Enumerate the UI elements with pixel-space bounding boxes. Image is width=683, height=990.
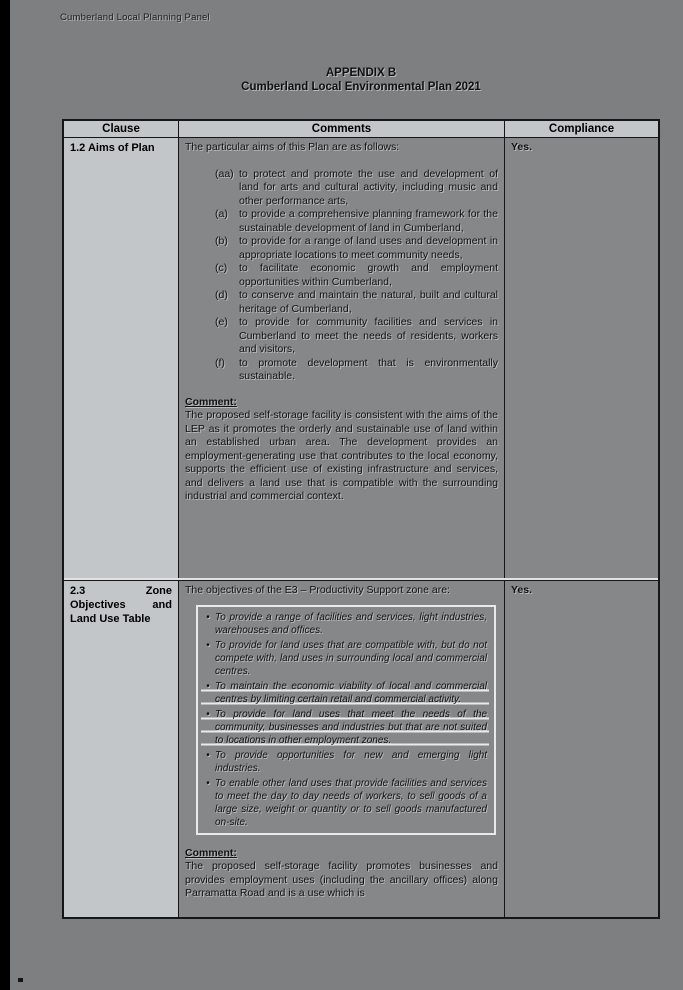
aim-item [215, 262, 498, 289]
bullet-icon: • [206, 777, 210, 789]
comment-text-aims: The proposed self-storage facility is consistent with the aims of the LEP as it promotes the orderly and sustainable use of land within an established urban area. The development provides an employment-generating use that contributes to the local economy, supports the efficient use of existing infrastructure and services, and delivers a land use that is compatible with the surrounding industrial and commercial context. [185, 409, 498, 502]
column-header-compliance: Compliance [504, 121, 658, 137]
clause-label: 1.2 Aims of Plan [70, 142, 155, 154]
comment-heading: Comment: [185, 395, 237, 408]
document-header-text: Cumberland Local Planning Panel [60, 12, 210, 23]
aim-text: to facilitate economic growth and employment opportunities within Cumberland, [239, 262, 498, 288]
objective-item [201, 679, 489, 707]
aim-label: (c) [215, 262, 228, 274]
clause-label: 2.3 Zone Objectives and Land Use Table [70, 585, 172, 625]
objective-text: To provide for land uses that are compatible with, but do not compete with, land uses in surrounding local and commercial centres. [215, 639, 487, 677]
aims-intro: The particular aims of this Plan are as follows: [185, 141, 400, 153]
objective-text: To enable other land uses that provide facilities and services to meet the day to day needs of workers, to sell goods of a large size, weight or quantity or to sell goods manufactured on-site. [215, 777, 487, 828]
objective-text: To provide for land uses that meet the needs of the community, businesses and industries but that are not suited to locations in other employment zones. [215, 708, 487, 746]
objective-item [201, 638, 489, 679]
table-row-aims-of-plan [64, 138, 658, 580]
aims-list [215, 168, 498, 384]
compliance-value: Yes. [511, 141, 533, 153]
comment-text-zone: The proposed self-storage facility promotes businesses and provides employment uses (including the ancillary offices) along Parramatta Road and is a use which is [185, 860, 498, 899]
aim-label: (d) [215, 289, 228, 301]
bullet-icon: • [206, 639, 210, 651]
zone-objectives-intro: The objectives of the E3 – Productivity Support zone are: [185, 584, 450, 596]
aim-label: (b) [215, 235, 228, 247]
compliance-cell-aims [504, 138, 658, 578]
aim-item [215, 357, 498, 384]
aim-text: to provide for a range of land uses and development in appropriate locations to meet community needs, [239, 235, 498, 261]
bullet-icon: • [206, 680, 210, 692]
compliance-value: Yes. [511, 584, 533, 596]
aim-text: to provide a comprehensive planning framework for the sustainable development of land in Cumberland, [239, 208, 498, 234]
aim-text: to provide for community facilities and services in Cumberland to meet the needs of residents, workers and visitors, [239, 316, 498, 355]
aim-text: to promote development that is environmentally sustainable. [239, 356, 498, 382]
appendix-title: APPENDIX B [325, 67, 397, 79]
aim-item [215, 316, 498, 357]
compliance-table [62, 119, 660, 919]
objective-text: To provide a range of facilities and services, light industries, warehouses and offices. [215, 611, 487, 636]
table-header-row [64, 121, 658, 138]
compliance-cell-zone [504, 581, 658, 917]
aim-label: (a) [215, 208, 228, 220]
aim-text: to conserve and maintain the natural, built and cultural heritage of Cumberland, [239, 289, 498, 315]
comments-cell-aims [178, 138, 504, 578]
aim-label: (e) [215, 316, 228, 328]
bullet-icon: • [206, 708, 210, 720]
comment-heading: Comment: [185, 846, 237, 859]
column-header-comments: Comments [178, 121, 504, 137]
column-header-clause: Clause [64, 121, 178, 137]
scan-artifact-dot [18, 978, 23, 982]
aim-item [215, 289, 498, 316]
document-title [62, 66, 660, 94]
clause-cell-aims [64, 138, 178, 578]
aim-text: to protect and promote the use and development of land for arts and cultural activity, including music and other performance arts, [239, 167, 498, 207]
objectives-list [201, 610, 489, 830]
objectives-box [196, 605, 496, 835]
objective-text: To provide opportunities for new and emerging light industries. [215, 749, 487, 774]
objective-item [201, 610, 489, 638]
table-row-zone-objectives [64, 580, 658, 917]
objective-text: To maintain the economic viability of local and commercial centres by limiting certain retail and commercial activity. [215, 680, 487, 705]
aim-label: (f) [215, 356, 225, 369]
bullet-icon: • [206, 611, 210, 623]
aim-item [215, 208, 498, 235]
objective-item [201, 776, 489, 830]
objective-item [201, 707, 489, 748]
bullet-icon: • [206, 749, 210, 761]
aim-item [215, 235, 498, 262]
aim-label: (aa) [215, 167, 234, 180]
plan-title: Cumberland Local Environmental Plan 2021 [241, 81, 481, 93]
objective-item [201, 748, 489, 776]
scanned-document-page [10, 0, 683, 990]
clause-cell-zone [64, 581, 178, 917]
aim-item [215, 168, 498, 209]
comments-cell-zone [178, 581, 504, 917]
